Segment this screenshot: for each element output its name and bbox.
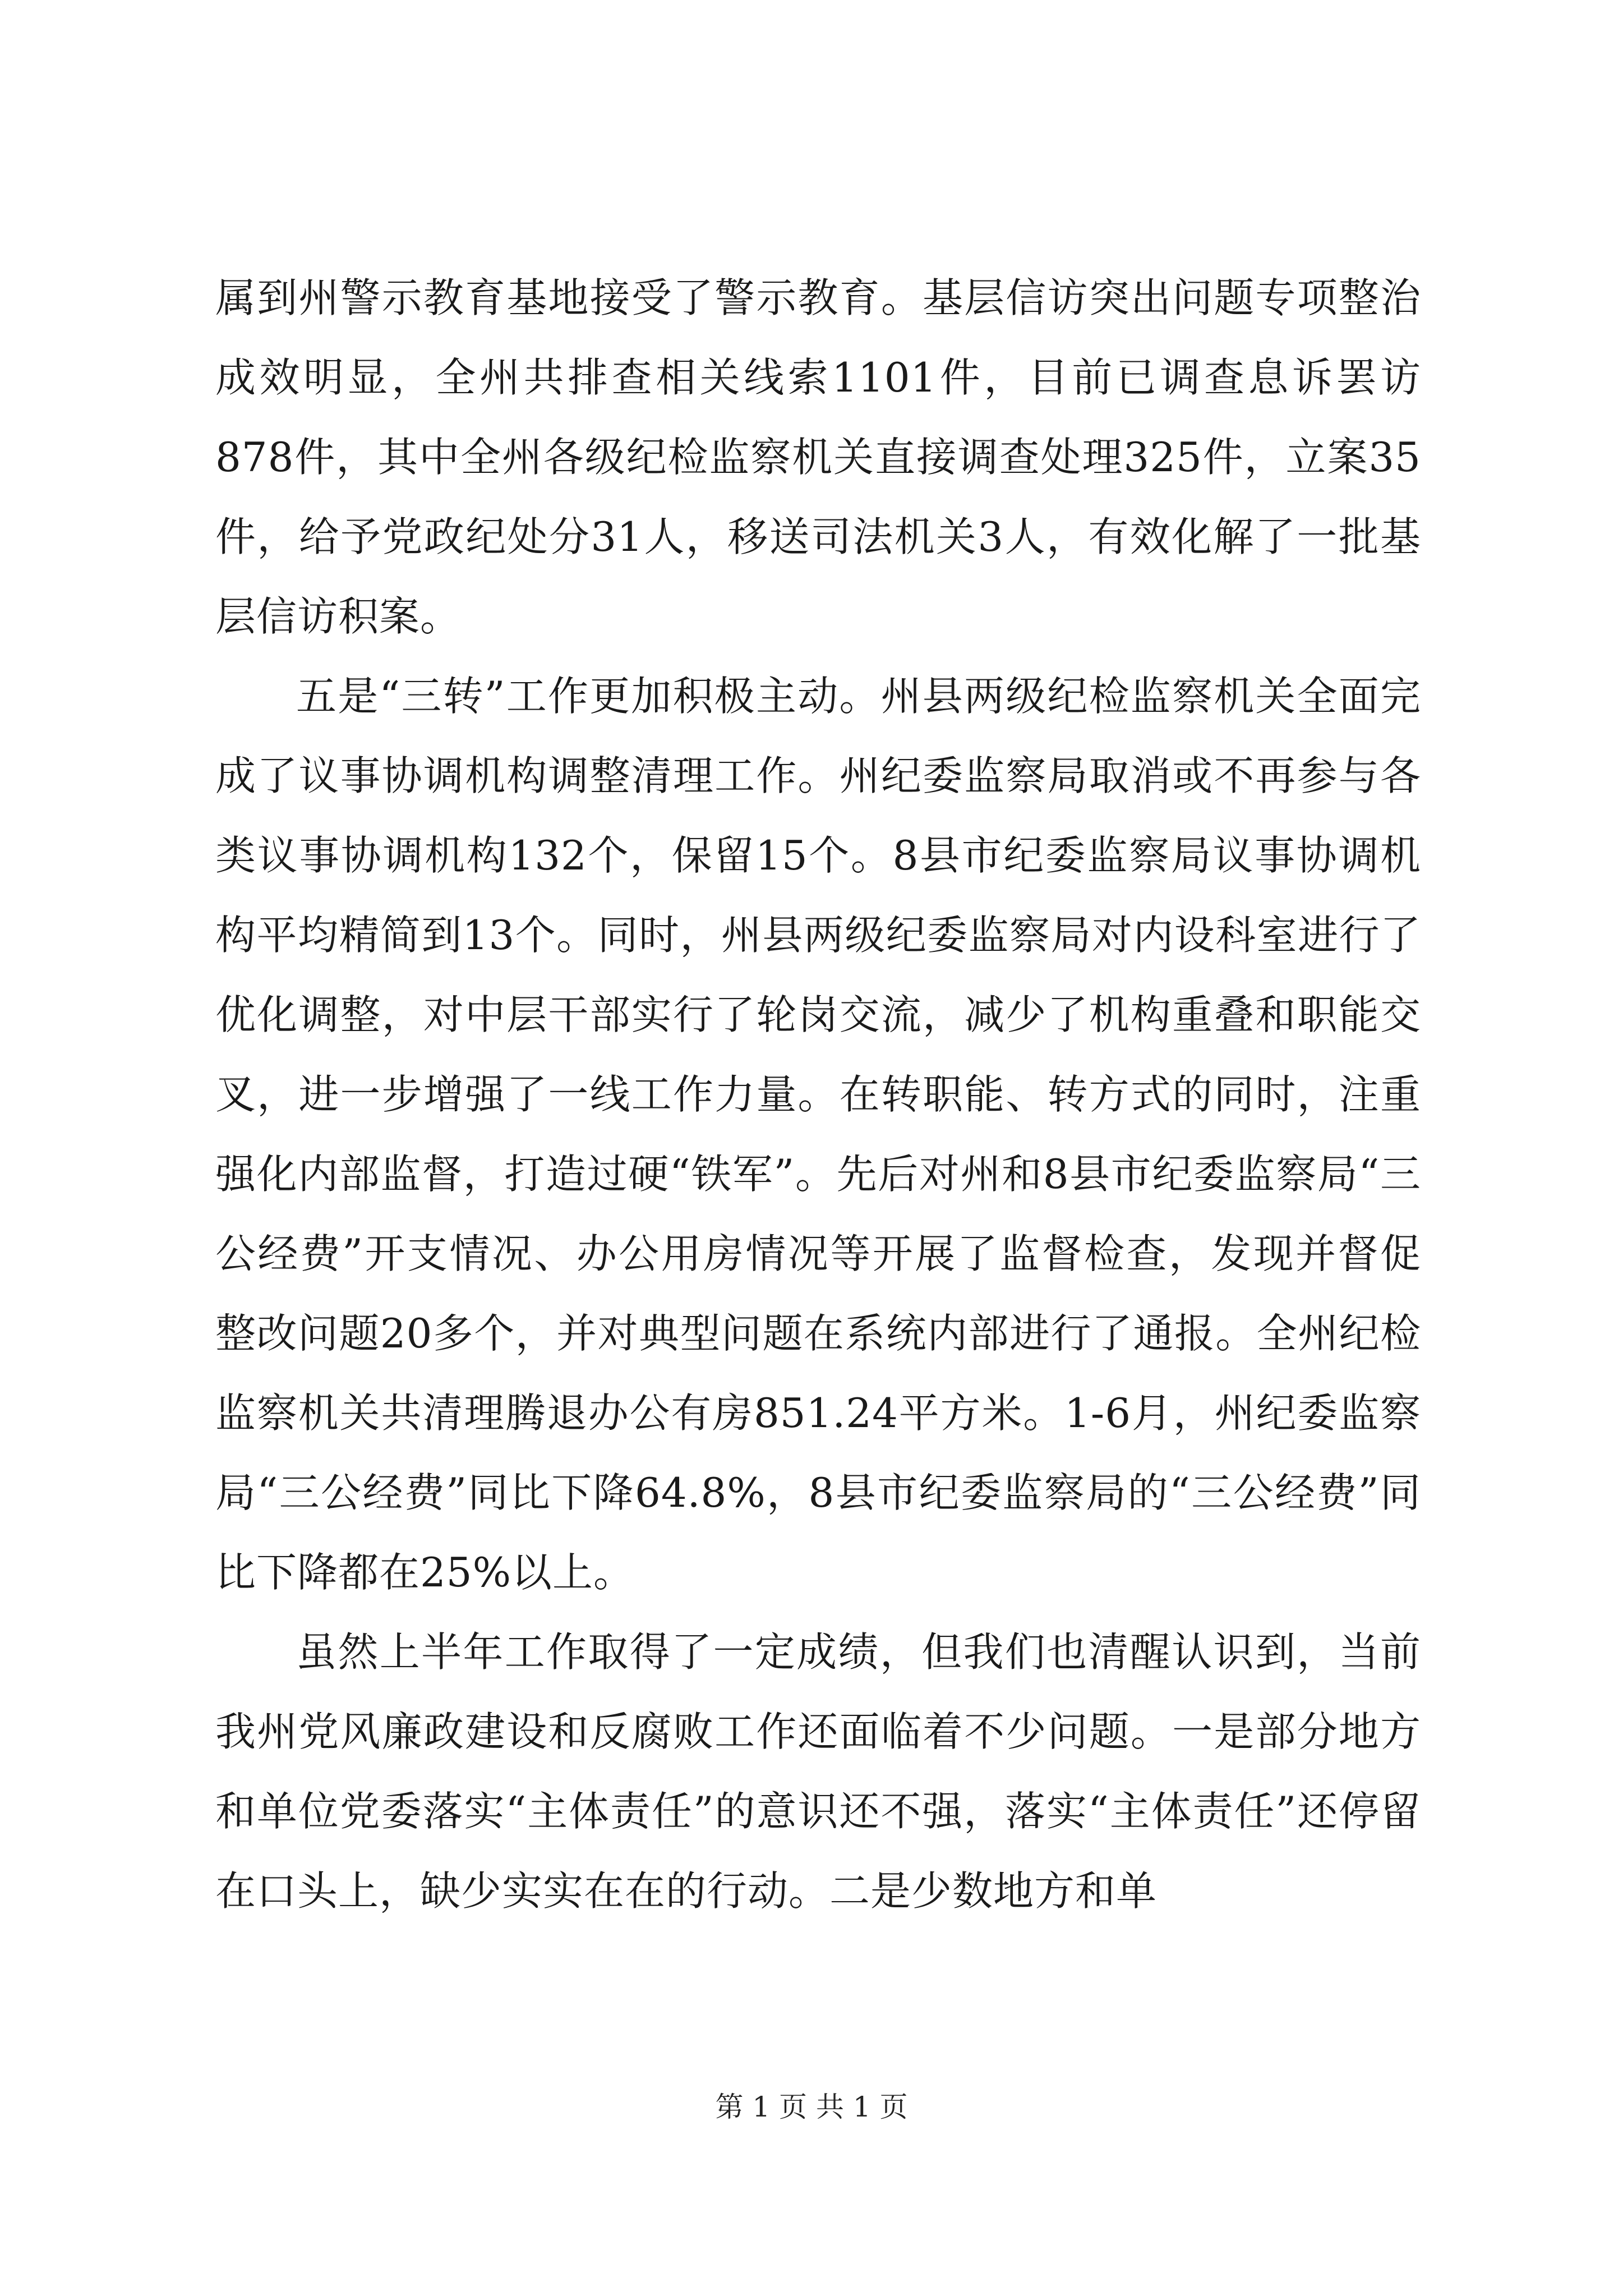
paragraph-2: 五是“三转”工作更加积极主动。州县两级纪检监察机关全面完成了议事协调机构调整清理工作。州纪委监察局取消或不再参与各类议事协调机构132个，保留15个。8县市纪委监察局议事协调机构平均精简到13个。同时，州县两级纪委监察局对内设科室进行了优化调整，对中层干部实行了轮岗交流，减少了机构重叠和职能交叉，进一步增强了一线工作力量。在转职能、转方式的同时，注重强化内部监督，打造过硬“铁军”。先后对州和8县市纪委监察局“三公经费”开支情况、办公用房情况等开展了监督检查，发现并督促整改问题20多个，并对典型问题在系统内部进行了通报。全州纪检监察机关共清理腾退办公有房851.24平方米。1-6月，州纪委监察局“三公经费”同比下降64.8%，8县市纪委监察局的“三公经费”同比下降都在25%以上。	[215, 673, 1421, 1596]
paragraph-1: 属到州警示教育基地接受了警示教育。基层信访突出问题专项整治成效明显，全州共排查相关线索1101件，目前已调查息诉罢访878件，其中全州各级纪检监察机关直接调查处理325件，立案35件，给予党政纪处分31人，移送司法机关3人，有效化解了一批基层信访积案。	[215, 274, 1421, 640]
document-body	[215, 258, 1421, 1931]
page-footer: 第 1 页 共 1 页	[715, 2091, 908, 2123]
paragraph-3: 虽然上半年工作取得了一定成绩，但我们也清醒认识到，当前我州党风廉政建设和反腐败工作还面临着不少问题。一是部分地方和单位党委落实“主体责任”的意识还不强，落实“主体责任”还停留在口头上，缺少实实在在的行动。二是少数地方和单	[215, 1628, 1421, 1915]
